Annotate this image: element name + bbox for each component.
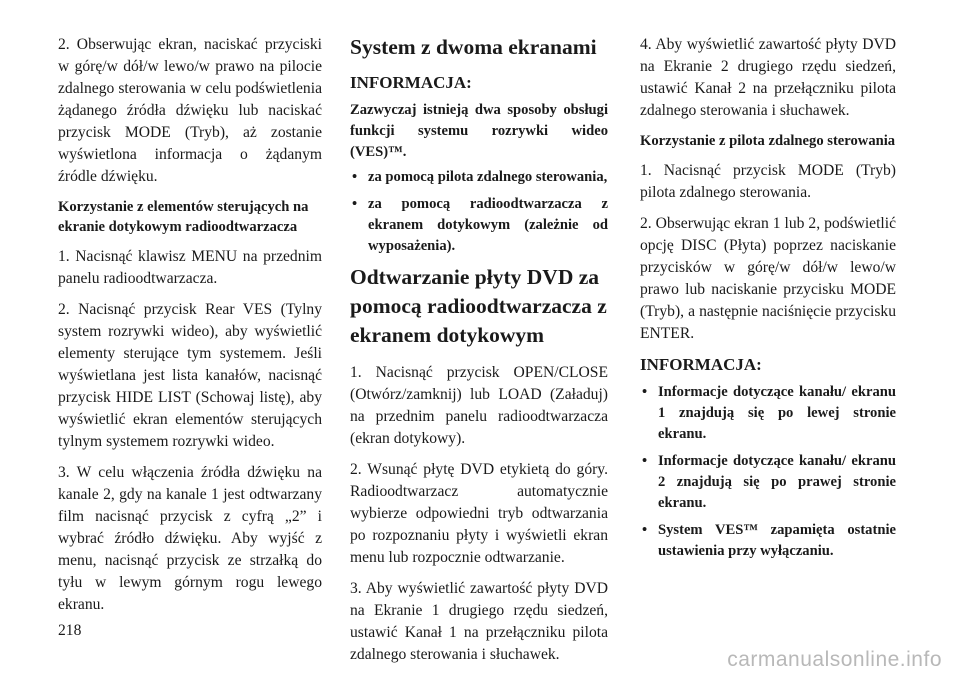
list-item-text: za pomocą pilota zdalnego sterowania, [368, 169, 608, 185]
paragraph: 3. Aby wyświetlić zawartość płyty DVD na Ekranie 1 drugiego rzędu siedzeń, ustawić Kanał 1 na przełączniku pilota zdalnego sterowania i słuchawek. [350, 580, 608, 663]
list-item-text: Informacje dotyczące kanału/ ekranu 1 znajdują się po lewej stronie ekranu. [658, 384, 896, 442]
page-number: 218 [58, 622, 82, 639]
bullet-list [640, 382, 896, 562]
list-item [640, 520, 896, 562]
paragraph: 2. Nacisnąć przycisk Rear VES (Tylny system rozrywki wideo), aby wyświetlić elementy sterujące tym systemem. Jeśli wyświetlana jest lista kanałów, nacisnąć przycisk HIDE LIST (Schowaj listę), aby wyświetlić ekran elementów sterujących tylnym systemem rozrywki wideo. [58, 301, 322, 450]
info-label: INFORMACJA: [350, 73, 472, 92]
bullet-icon: • [352, 196, 358, 212]
list-item [640, 451, 896, 514]
paragraph: 3. W celu włączenia źródła dźwięku na kanale 2, gdy na kanale 1 jest odtwarzany film nacisnąć przycisk z cyfrą „2” i wybrać źródło dźwięku. Aby wyjść z menu, nacisnąć przycisk ze strzałką do tyłu w lewym górnym rogu lewego ekranu. [58, 464, 322, 613]
info-label: INFORMACJA: [640, 355, 762, 374]
column-right [640, 34, 896, 568]
watermark: carmanualsonline.info [727, 648, 942, 671]
list-item-text: Informacje dotyczące kanału/ ekranu 2 znajdują się po prawej stronie ekranu. [658, 453, 896, 511]
paragraph: 2. Obserwując ekran, naciskać przyciski w górę/w dół/w lewo/w prawo na pilocie zdalnego sterowania w celu podświetlenia żądanego źródła dźwięku lub naciskać przycisk MODE (Tryb), aż zostanie wyświetlona informacja o żądanym źródle dźwięku. [58, 36, 322, 185]
info-text: Zazwyczaj istnieją dwa sposoby obsługi funkcji systemu rozrywki wideo (VES)™. [350, 102, 608, 160]
bullet-icon: • [642, 384, 648, 400]
paragraph: 1. Nacisnąć klawisz MENU na przednim panelu radioodtwarzacza. [58, 248, 322, 287]
paragraph: 4. Aby wyświetlić zawartość płyty DVD na Ekranie 2 drugiego rzędu siedzeń, ustawić Kanał 2 na przełączniku pilota zdalnego sterowania i słuchawek. [640, 36, 896, 119]
bullet-icon: • [352, 169, 358, 185]
column-left [58, 34, 322, 625]
subheading: Korzystanie z pilota zdalnego sterowania [640, 133, 896, 149]
section-title: Odtwarzanie płyty DVD za pomocą radioodtwarzacza z ekranem dotykowym [350, 265, 607, 347]
column-middle [350, 34, 608, 675]
bullet-list [350, 167, 608, 257]
bullet-icon: • [642, 522, 648, 538]
paragraph: 2. Obserwując ekran 1 lub 2, podświetlić opcję DISC (Płyta) poprzez naciskanie przycisków w górę/w dół/w lewo/w prawo lub naciskanie przycisku MODE (Tryb), a następnie naciśnięcie przycisku ENTER. [640, 215, 896, 342]
bullet-icon: • [642, 453, 648, 469]
list-item [350, 194, 608, 257]
list-item [350, 167, 608, 188]
paragraph: 1. Nacisnąć przycisk MODE (Tryb) pilota zdalnego sterowania. [640, 162, 896, 201]
subheading: Korzystanie z elementów sterujących na ekranie dotykowym radioodtwarzacza [58, 199, 309, 235]
list-item-text: System VES™ zapamięta ostatnie ustawienia przy wyłączaniu. [658, 522, 896, 559]
section-title: System z dwoma ekranami [350, 35, 597, 59]
list-item [640, 382, 896, 445]
list-item-text: za pomocą radioodtwarzacza z ekranem dotykowym (zależnie od wyposażenia). [368, 196, 608, 254]
paragraph: 2. Wsunąć płytę DVD etykietą do góry. Radioodtwarzacz automatycznie wybierze odpowiedni tryb odtwarzania po rozpoznaniu płyty i wyświetli ekran menu lub rozpocznie odtwarzanie. [350, 461, 608, 566]
paragraph: 1. Nacisnąć przycisk OPEN/CLOSE (Otwórz/zamknij) lub LOAD (Załaduj) na przednim panelu radioodtwarzacza (ekran dotykowy). [350, 364, 608, 447]
